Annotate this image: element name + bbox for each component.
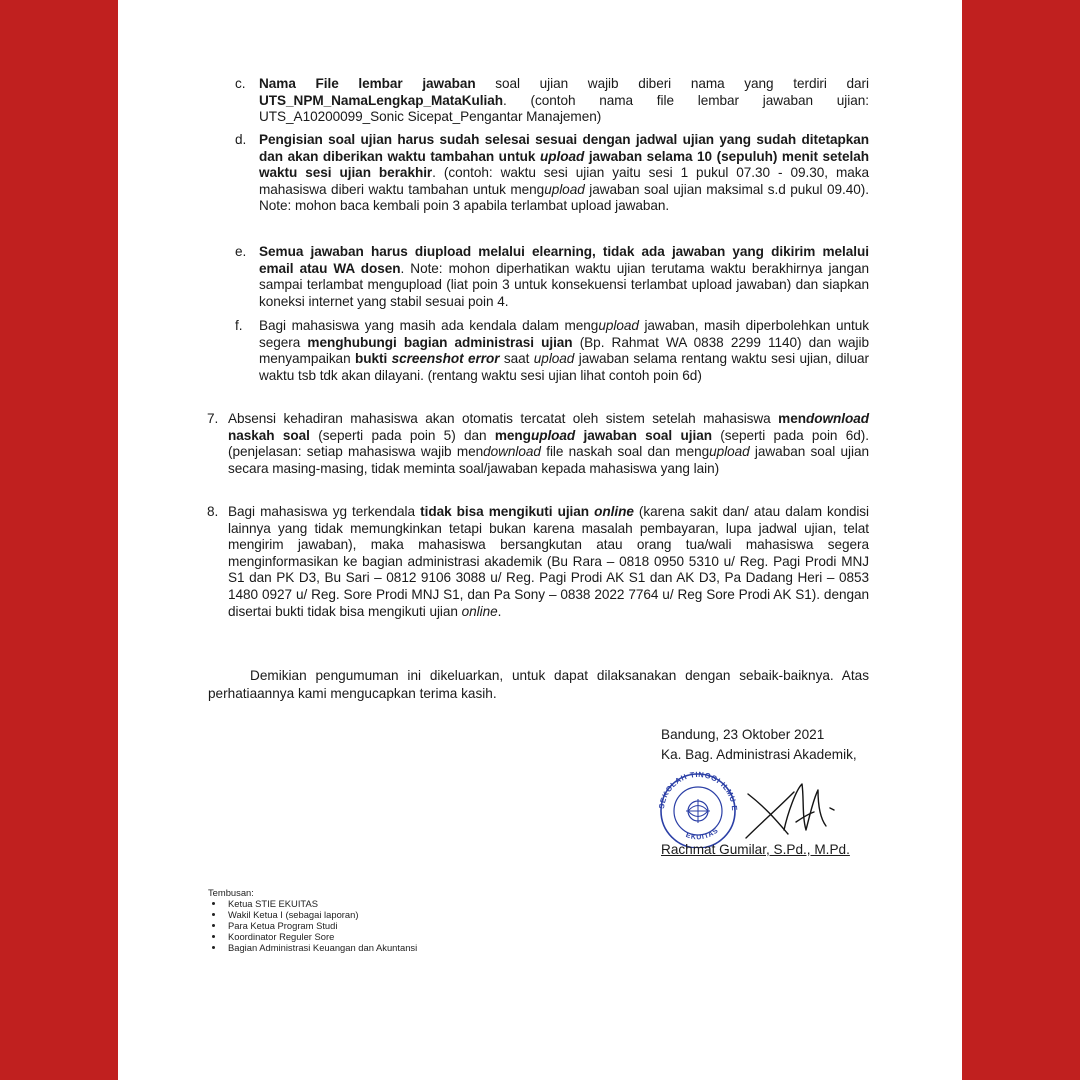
text-run: menghubungi bagian administrasi ujian	[307, 334, 573, 350]
text-run: Pengisian soal ujian harus sudah selesai sesuai dengan jadwal ujian yang sudah ditetapkan dan akan diberikan waktu tambahan untuk	[259, 132, 869, 164]
official-stamp-and-signature	[656, 768, 856, 848]
sub-item-f	[259, 318, 869, 384]
text-run: upload	[530, 427, 576, 443]
sub-item-e	[259, 244, 869, 310]
text-run: (Bp. Rahmat WA 0838 2299 1140) dan wajib menyampaikan	[259, 334, 870, 367]
text-run: tidak bisa mengikuti ujian	[420, 504, 595, 519]
text-run: . Note: mohon diperhatikan waktu ujian terutama waktu berakhirnya jangan sampai terlambat mengupload (liat poin 3 untuk konsekuensi terlambat upload jawaban) dan siapkan koneksi internet yang stabil sesuai poin 4.	[259, 260, 869, 309]
text-run: jawaban soal ujian	[575, 427, 712, 443]
text-run: soal ujian wajib diberi nama yang terdiri dari	[475, 76, 869, 91]
sub-item-marker: f.	[235, 318, 243, 333]
text-run: . (contoh nama file lembar jawaban ujian: UTS_A10200099_Sonic Sicepat_Pengantar Manajemen)	[259, 92, 869, 125]
text-run: jawaban selama 10 (sepuluh) menit setelah waktu sesi ujian berakhir	[259, 148, 869, 181]
text-run: file naskah soal dan meng	[540, 444, 710, 460]
text-run: (seperti pada poin 5) dan	[309, 427, 495, 443]
text-run: .	[497, 603, 502, 619]
numbered-item-7	[228, 411, 869, 477]
signature-block	[661, 725, 901, 765]
sub-item-marker: e.	[235, 244, 247, 259]
document-page	[118, 0, 962, 1080]
text-run: Semua jawaban harus diupload melalui elearning, tidak ada jawaban yang dikirim melalui email atau WA dosen	[259, 244, 869, 276]
text-run: Bagi mahasiswa yang masih ada kendala dalam meng	[259, 318, 599, 333]
text-run: download	[805, 411, 869, 426]
text-run: jawaban, masih diperbolehkan untuk segera	[259, 318, 869, 350]
text-run: online	[594, 504, 634, 519]
sub-item-d	[259, 132, 869, 215]
numbered-item-marker: 7.	[207, 411, 219, 426]
stamp-text-bottom: EKUITAS	[684, 827, 721, 842]
numbered-item-marker: 8.	[207, 504, 219, 519]
text-run: men	[778, 411, 806, 426]
document-content	[118, 0, 962, 1080]
text-run: saat	[499, 351, 534, 367]
carbon-copy-title: Tembusan:	[208, 887, 254, 898]
text-run: Nama File lembar jawaban	[259, 76, 476, 91]
text-run: upload	[533, 351, 575, 367]
text-run: UTS_NPM_NamaLengkap_MataKuliah	[259, 92, 504, 108]
text-run: upload	[709, 444, 750, 460]
sub-item-marker: d.	[235, 132, 247, 147]
text-run: upload	[598, 318, 639, 333]
text-run: jawaban soal ujian secara masing-masing, tidak meminta soal/jawaban kepada mahasiswa yang lain)	[228, 444, 869, 476]
carbon-copy-items	[208, 898, 608, 953]
signatory-name: Rachmat Gumilar, S.Pd., M.Pd.	[661, 842, 850, 857]
list-item: Wakil Ketua I (sebagai laporan)	[208, 909, 608, 920]
text-run: download	[483, 444, 541, 460]
carbon-copy-list	[208, 887, 608, 953]
signature-place-date: Bandung, 23 Oktober 2021	[661, 727, 825, 742]
text-run: jawaban soal ujian maksimal s.d pukul 09.40). Note: mohon baca kembali poin 3 apabila terlambat upload jawaban.	[259, 181, 869, 214]
text-run: . (contoh: waktu sesi ujian yaitu sesi 1 pukul 07.30 - 09.30, maka mahasiswa diberi waktu tambahan untuk meng	[259, 165, 869, 197]
list-item: Bagian Administrasi Keuangan dan Akuntansi	[208, 942, 608, 953]
text-run: Absensi kehadiran mahasiswa akan otomatis tercatat oleh sistem setelah mahasiswa	[228, 411, 779, 426]
text-run: naskah soal	[228, 427, 310, 443]
stamp-text-top: SEKOLAH TINGGI ILMU E	[657, 769, 740, 812]
list-item: Para Ketua Program Studi	[208, 920, 608, 931]
text-run: Bagi mahasiswa yg terkendala	[228, 504, 421, 519]
numbered-item-8	[228, 504, 869, 620]
closing-paragraph: Demikian pengumuman ini dikeluarkan, untuk dapat dilaksanakan dengan sebaik-baiknya. Atas perhatiaannya kami mengucapkan terima kasih.	[208, 668, 869, 702]
svg-text:EKUITAS	[685, 827, 720, 841]
text-run: online	[461, 603, 498, 619]
list-item: Koordinator Reguler Sore	[208, 931, 608, 942]
text-run: upload	[544, 181, 585, 197]
list-item: Ketua STIE EKUITAS	[208, 898, 608, 909]
stamp-seal-icon	[656, 768, 856, 848]
text-run: jawaban selama rentang waktu sesi ujian, diluar waktu tsb tdk akan dilayani. (rentang waktu sesi ujian lihat contoh poin 6d)	[259, 351, 869, 383]
sub-item-marker: c.	[235, 76, 246, 91]
text-run: screenshot error	[391, 351, 500, 367]
text-run: bukti	[354, 351, 392, 367]
text-run: meng	[494, 427, 531, 443]
text-run: upload	[540, 148, 585, 164]
text-run: (seperti pada poin 6d). (penjelasan: setiap mahasiswa wajib men	[228, 427, 869, 460]
sub-item-c	[259, 76, 869, 126]
signature-position: Ka. Bag. Administrasi Akademik,	[661, 747, 857, 762]
text-run: (karena sakit dan/ atau dalam kondisi lainnya yang tidak memungkinkan tetapi bukan karena masalah pembayaran, lupa jadwal ujian, telat mengirim jawaban), maka mahasiswa bersangkutan atau orang tua/wali mahasiswa segera menginformasikan ke bagian administrasi akademik (Bu Rara – 0818 0950 5310 u/ Reg. Pagi Prodi MNJ S1 dan PK D3, Bu Sari – 0812 9106 3088 u/ Reg. Pagi Prodi AK S1 dan AK D3, Pa Dadang Heri – 0853 1480 0927 u/ Reg. Sore Prodi MNJ S1, dan Pa Sony – 0838 2022 7764 u/ Reg Sore Prodi AK S1). dengan disertai bukti tidak bisa mengikuti ujian	[228, 504, 870, 619]
